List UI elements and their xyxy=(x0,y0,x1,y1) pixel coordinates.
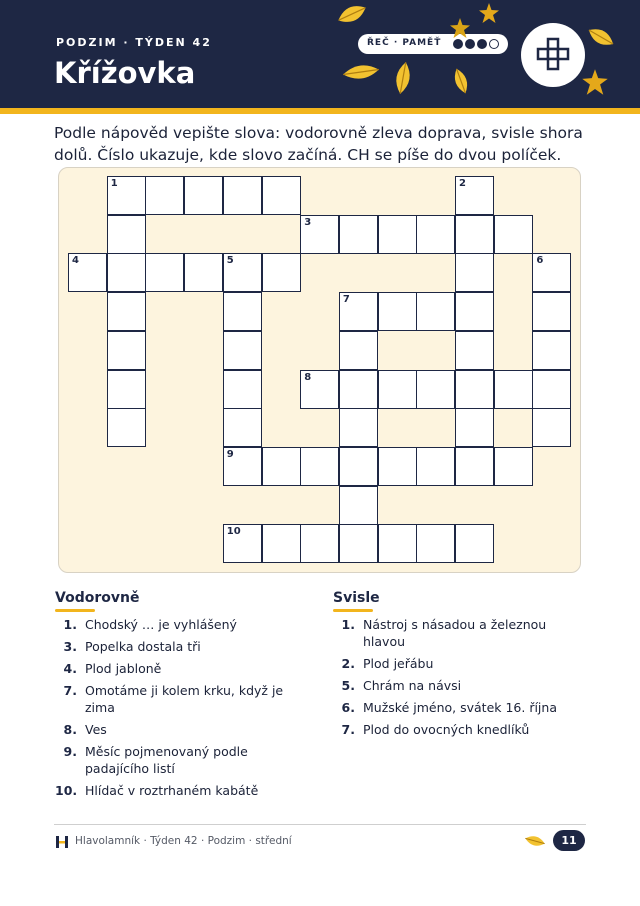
autumn-leaf-icon xyxy=(340,60,382,84)
clue-number: 9. xyxy=(63,744,77,759)
crossword-cell[interactable] xyxy=(223,253,262,292)
clue-text: Chrám na návsi xyxy=(363,678,462,693)
crossword-cell[interactable] xyxy=(455,176,494,215)
crossword-cell[interactable] xyxy=(145,253,184,292)
crossword-cell[interactable] xyxy=(416,524,455,563)
crossword-cell[interactable] xyxy=(339,292,378,331)
autumn-leaf-icon xyxy=(334,2,370,26)
crossword-cell[interactable] xyxy=(300,215,339,254)
clue-across-8 xyxy=(55,721,305,738)
h-logo-icon xyxy=(55,835,69,849)
crossword-cell[interactable] xyxy=(262,253,301,292)
crossword-cell[interactable] xyxy=(339,370,378,409)
crossword-cell[interactable] xyxy=(300,370,339,409)
crossword-cell[interactable] xyxy=(145,176,184,215)
crossword-cell[interactable] xyxy=(223,524,262,563)
clue-number: 8. xyxy=(63,722,77,737)
clue-text: Plod do ovocných knedlíků xyxy=(363,722,530,737)
clue-across-3 xyxy=(55,638,305,655)
crossword-cell[interactable] xyxy=(223,408,262,447)
clue-text: Plod jeřábu xyxy=(363,656,434,671)
crossword-cell[interactable] xyxy=(455,447,494,486)
crossword-cell[interactable] xyxy=(223,447,262,486)
clue-number: 2. xyxy=(341,656,355,671)
clue-across-9 xyxy=(55,743,305,777)
crossword-cell[interactable] xyxy=(223,292,262,331)
crossword-cell[interactable] xyxy=(262,176,301,215)
crossword-cell[interactable] xyxy=(300,524,339,563)
crossword-cell[interactable] xyxy=(416,215,455,254)
clue-down-1 xyxy=(333,616,583,650)
cell-number: 9 xyxy=(226,448,234,460)
crossword-cell[interactable] xyxy=(223,370,262,409)
footer-divider xyxy=(54,824,586,825)
clue-number: 1. xyxy=(63,617,77,632)
clue-down-5 xyxy=(333,677,583,694)
crossword-cell[interactable] xyxy=(532,331,571,370)
instructions: Podle nápověd vepište slova: vodorovně zleva doprava, svisle shora dolů. Číslo ukazuje, kde slovo začíná. CH se píše do dvou políček. xyxy=(54,124,583,164)
crossword-cell[interactable] xyxy=(378,524,417,563)
cell-number: 5 xyxy=(226,255,234,267)
crossword-cell[interactable] xyxy=(455,215,494,254)
page-title: Křížovka xyxy=(54,56,196,90)
cell-number: 1 xyxy=(110,178,118,189)
clue-text: Plod jabloně xyxy=(85,661,162,676)
clue-across-10 xyxy=(55,782,305,799)
crossword-cell[interactable] xyxy=(416,292,455,331)
crossword-cell[interactable] xyxy=(494,370,533,409)
crossword-cell[interactable] xyxy=(107,331,146,370)
crossword-cell[interactable] xyxy=(339,215,378,254)
autumn-leaf-icon xyxy=(449,66,473,96)
star-leaf-icon xyxy=(478,2,500,24)
crossword-cell[interactable] xyxy=(223,176,262,215)
crossword-cell[interactable] xyxy=(494,447,533,486)
across-heading: Vodorovně xyxy=(55,590,140,606)
crossword-cell[interactable] xyxy=(455,370,494,409)
crossword-cell[interactable] xyxy=(378,370,417,409)
cell-number: 6 xyxy=(536,255,544,267)
crossword-cell[interactable] xyxy=(416,370,455,409)
difficulty-dot-filled xyxy=(477,39,487,49)
category-badge xyxy=(358,34,508,54)
crossword-cell[interactable] xyxy=(184,253,223,292)
clue-across-1 xyxy=(55,616,305,633)
clue-text: Hlídač v roztrhaném kabátě xyxy=(85,783,259,798)
clue-number: 6. xyxy=(341,700,355,715)
clue-number: 10. xyxy=(55,783,78,798)
cell-number: 7 xyxy=(342,294,350,306)
autumn-leaf-icon xyxy=(585,24,617,50)
crossword-cell[interactable] xyxy=(455,524,494,563)
crossword-cell[interactable] xyxy=(68,253,107,292)
clue-across-7 xyxy=(55,682,305,716)
autumn-leaf-icon xyxy=(523,833,547,849)
star-leaf-icon xyxy=(581,68,609,96)
clue-number: 3. xyxy=(63,639,77,654)
crossword-cell[interactable] xyxy=(107,408,146,447)
crossword-cell[interactable] xyxy=(378,215,417,254)
crossword-cell[interactable] xyxy=(378,292,417,331)
crossword-cell[interactable] xyxy=(455,408,494,447)
clue-down-2 xyxy=(333,655,583,672)
star-leaf-icon xyxy=(449,17,471,39)
crossword-cell[interactable] xyxy=(532,292,571,331)
page-kicker: PODZIM · TÝDEN 42 xyxy=(56,36,212,49)
clue-text: Chodský … je vyhlášený xyxy=(85,617,237,632)
crossword-cell[interactable] xyxy=(339,408,378,447)
crossword-cell[interactable] xyxy=(107,253,146,292)
crossword-cell[interactable] xyxy=(455,292,494,331)
crossword-cell[interactable] xyxy=(339,447,378,486)
clue-down-6 xyxy=(333,699,583,716)
across-heading-underline xyxy=(55,609,95,612)
crossword-cell[interactable] xyxy=(532,370,571,409)
cell-number: 4 xyxy=(72,255,79,267)
crossword-cell[interactable] xyxy=(532,253,571,292)
crossword-cell[interactable] xyxy=(107,292,146,331)
crossword-cell[interactable] xyxy=(532,408,571,447)
clue-number: 7. xyxy=(63,683,77,698)
footer-text: Hlavolamník · Týden 42 · Podzim · střední xyxy=(75,835,292,847)
header-accent-stripe xyxy=(0,108,640,114)
crossword-cell[interactable] xyxy=(300,447,339,486)
crossword-board xyxy=(58,167,581,573)
crossword-cell[interactable] xyxy=(107,370,146,409)
crossword-cell[interactable] xyxy=(223,331,262,370)
clue-number: 4. xyxy=(63,661,77,676)
clue-text: Nástroj s násadou a železnou hlavou xyxy=(363,617,547,649)
clue-text: Měsíc pojmenovaný podle padajícího listí xyxy=(85,744,248,776)
crossword-cell[interactable] xyxy=(339,486,378,525)
difficulty-dot-filled xyxy=(453,39,463,49)
cell-number: 2 xyxy=(459,178,466,189)
crossword-cell[interactable] xyxy=(107,215,146,254)
clue-down-7 xyxy=(333,721,583,738)
crossword-cell[interactable] xyxy=(262,524,301,563)
difficulty-dot-filled xyxy=(465,39,475,49)
cell-number: 10 xyxy=(226,526,241,538)
crossword-cell[interactable] xyxy=(455,253,494,292)
crossword-cell[interactable] xyxy=(184,176,223,215)
clue-text: Omotáme ji kolem krku, když je zima xyxy=(85,683,284,715)
clue-number: 5. xyxy=(341,678,355,693)
crossword-cell[interactable] xyxy=(378,447,417,486)
cell-number: 8 xyxy=(304,371,312,383)
clue-text: Popelka dostala tři xyxy=(85,639,201,654)
crossword-cell[interactable] xyxy=(339,331,378,370)
clue-number: 7. xyxy=(341,722,355,737)
crossword-cell[interactable] xyxy=(494,215,533,254)
category-badge-label: ŘEČ · PAMĚŤ xyxy=(367,38,442,48)
page-header xyxy=(0,0,640,108)
crossword-cell[interactable] xyxy=(107,176,146,215)
autumn-leaf-icon xyxy=(390,60,416,96)
crossword-grid-icon xyxy=(521,23,585,87)
down-heading-underline xyxy=(333,609,373,612)
clue-text: Mužské jméno, svátek 16. října xyxy=(363,700,557,715)
cell-number: 3 xyxy=(304,216,312,228)
difficulty-dot-empty xyxy=(489,39,499,49)
crossword-cell[interactable] xyxy=(416,447,455,486)
clue-across-4 xyxy=(55,660,305,677)
clue-text: Ves xyxy=(85,722,107,737)
crossword-cell[interactable] xyxy=(262,447,301,486)
crossword-cell[interactable] xyxy=(455,331,494,370)
crossword-cell[interactable] xyxy=(339,524,378,563)
page-number: 11 xyxy=(553,830,585,851)
down-heading: Svisle xyxy=(333,590,380,606)
clue-number: 1. xyxy=(341,617,355,632)
